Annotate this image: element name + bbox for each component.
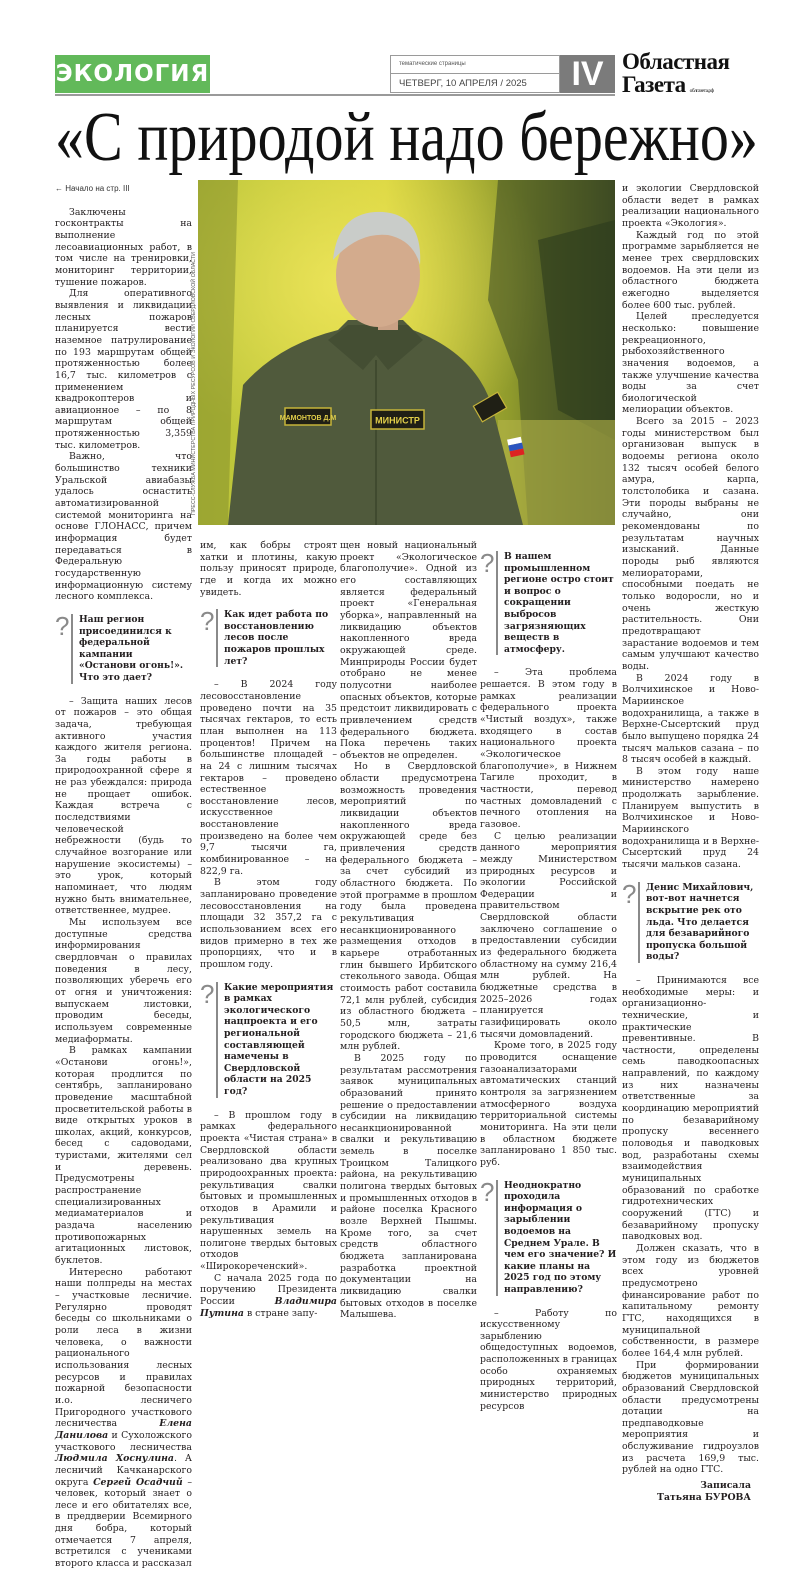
article-paragraph [200,679,337,877]
paragraph-text: и Сухоложского участкового лесничества [55,1429,192,1453]
person-name: Елена Данилова [55,1418,192,1441]
question-mark-icon: ? [622,878,637,909]
article-paragraph [55,1267,192,1570]
paragraph-text: Целей преследуется несколько: повышение рекреационного, рыбохозяйственного значения водоемов, а также улучшение качества воды за счет биологической мелиорации объектов. [622,311,759,416]
issue-date: ЧЕТВЕРГ, 10 АПРЕЛЯ / 2025 [399,78,527,89]
paragraph-text: Всего за 2015 – 2023 годы министерством был организован выпуск в водоемы региона около 132 тысяч особей белого амура, карпа, толстолобика и сазана. Эти породы выбраны не случайно, они рекомендованы по результатам научных изысканий. Данные породы рыб являются мелиораторами, способными поедать не только водоросли, но и очень жесткую растительность. Они предотвращают зарастание водоемов и тем самым улучшают качество воды. [622,416,759,672]
interview-question [480,548,617,655]
paragraph-text: В 2025 году по результатам рассмотрения заявок муниципальных образований принято решение о предоставлении субсидии на ликвидацию несанкционированной свалки и рекультивацию земель в поселке Троицком Талицкого района, на рекультивацию полигона твердых бытовых и промышленных отходов в районе поселка Красного возле Верхней Пышмы. Кроме того, за счет средств областного бюджета запланирована разработка проектной документации на ликвидацию свалки бытовых отходов в поселке Малышева. [340,1052,477,1321]
paragraph-text: – В прошлом году в рамках федерального проекта «Чистая страна» в Свердловской области реализовано два крупных природоохранных проекта: рекультивация свалки бытовых и промышленных отходов в Арамили и рекультивация нарушенных земель на полигоне твердых бытовых отходов «Широкореченский». [200,1109,337,1273]
article-paragraph [622,416,759,672]
signature-line: Татьяна БУРОВА [657,1491,751,1503]
article-paragraph [55,207,192,289]
question-mark-icon: ? [200,978,215,1009]
paragraph-text: Заключены госконтракты на выполнение лесоавиационных работ, в том числе на тренировки, мониторинг территории, тушение пожаров. [55,206,192,288]
article-paragraph [480,1040,617,1168]
article-column-2 [200,540,337,1319]
article-paragraph [200,540,337,598]
paragraph-text: – Эта проблема решается. В этом году в рамках реализации федерального проекта «Чистый воздух», также входящего в состав национального проекта «Экологическое благополучие», в Нижнем Тагиле проходит, в частности, перевод частных домовладений с печного отопления на газовое. [480,667,617,830]
paragraph-text: Важно, что большинство техники Уральской авиабазы удалось оснастить автоматизированной системой мониторинга на основе ГЛОНАСС, причем информация будет передаваться в Федеральную государственную информационную систему лесного комплекса. [55,451,192,603]
article-column-5 [622,183,759,1503]
question-text: Неоднократно проходила информация о зарыблении водоемов на Среднем Урале. В чем его значение? И какие планы на 2025 год по этому направлению? [496,1180,617,1296]
paragraph-text: В 2024 году в Волчихинское и Ново-Мариинское водохранилища, а также в Верхне-Сысертский пруд было выпущено порядка 24 тысяч мальков сазана – по 8 тысяч особей в каждый. [622,672,759,766]
article-paragraph [480,667,617,830]
paragraph-text: В этом году запланировано проведение лесовосстановления на площади 32 357,2 га с использованием всех его видов примерно в тех же пропорциях, что и в прошлом году. [200,877,337,970]
paragraph-text: – В 2024 году лесовосстановление проведено почти на 35 тысячах гектаров, то есть план выполнен на 113 процентов! Причем на большинстве площадей – на 24 с лишним тысячах гектаров – проведено естественное восстановление лесов, искусственное восстановление произведено на более чем 9,7 тысячи га, комбинированное – на 822,9 га. [200,679,337,877]
paragraph-text: и экологии Свердловской области ведет в рамках реализации национального проекта «Экология». [622,183,759,229]
article-paragraph [622,183,759,230]
paragraph-text: им, как бобры строят хатки и плотины, какую пользу приносят природе, где и когда их можно увидеть. [200,540,337,598]
interview-question [200,606,337,667]
paragraph-text: Интересно работают наши полпреды на местах – участковые лесничие. Регулярно проводят беседы со школьниками о роли леса в жизни человека, о важности рационального использования лесных ресурсов и правилах пожарной безопасности и.о. лесничего Пригородного участкового лесничества [55,1266,192,1430]
header-divider [55,94,615,96]
paragraph-text: Каждый год по этой программе зарыбляется не менее трех свердловских водоемов. На эти цели из областного бюджета ежегодно выделяется более 600 тыс. рублей. [622,229,759,311]
person-name: Сергей Осадчий [93,1476,183,1488]
issue-info-box [390,55,560,93]
paragraph-text: . А лесничий Качканарского округа [55,1453,192,1488]
logo-line-2: Газета [622,72,686,97]
logo-site: облгазета.рф [689,88,714,94]
article-headline [55,99,758,176]
article-paragraph [340,761,477,1052]
continued-from-link[interactable]: ← Начало на стр. III [55,184,130,193]
question-mark-icon: ? [480,548,495,578]
paragraph-text: – человек, который знает о лесе и его обитателях все, в преддверии Всемирного дня бобра, который отмечается 7 апреля, встретился с учениками второго класса и рассказал [55,1476,192,1570]
article-paragraph [622,230,759,312]
paragraph-text: – Принимаются все необходимые меры: и организационно-технические, и практические превентивные. В частности, определены семь паводкоопасных направлений, по каждому из них назначены ответственные за координацию мероприятий по безаварийному пропуску весеннего половодья и паводковых вод, разработаны схемы взаимодействия муниципальных образований по сработке гидротехнических сооружений (ГТС) и безаварийному пропуску паводковых вод. [622,974,759,1243]
question-mark-icon: ? [55,610,70,641]
photo-badge-name: МАМОНТОВ Д.М [279,415,337,422]
question-mark-icon: ? [480,1176,495,1207]
question-text: Наш регион присоединился к федеральной кампании «Останови огонь!». Что это дает? [71,614,192,684]
article-paragraph [622,311,759,416]
article-paragraph [55,1045,192,1266]
article-paragraph [200,1273,337,1320]
paragraph-text: Для оперативного выявления и ликвидации лесных пожаров планируется вести наземное патрулирование по 193 маршрутам общей протяженностью более 16,7 тыс. километров с применением квадрокоптеров и авиационное – по 8 маршрутам общей протяженностью 3,359 тыс. километров. [55,288,192,451]
article-column-4 [480,540,617,1412]
paragraph-text: щен новый национальный проект «Экологическое благополучие». Одной из его составляющих является федеральный проект «Генеральная уборка», направленный на ликвидацию объектов накопленного вреда окружающей среде. Минприроды России будет отобрано не менее полусотни наиболее опасных объектов, которые предстоит ликвидировать с привлечением средств федерального бюджета. Пока перечень таких объектов не определен. [340,540,477,761]
article-paragraph [622,1243,759,1360]
article-paragraph [622,766,759,871]
article-paragraph [200,877,337,970]
interview-question [480,1176,617,1296]
paragraph-text: В этом году наше министерство намерено продолжать зарыбление. Планируем выпустить в Волчихинское и Ново-Мариинского водохранилища и в Верхне-Сысертский пруд 24 тысячи мальков сазана. [622,765,759,871]
interview-question [622,878,759,963]
article-paragraph [55,917,192,1045]
interview-question [200,978,337,1098]
minister-photo [198,180,615,525]
paragraph-text: В рамках кампании «Останови огонь!», которая продлится по сентябрь, запланировано проведение масштабной просветительской работы в виде открытых уроков в школах, акций, конкурсов, бесед с садоводами, туристами, жителями сел и деревень. Предусмотрены распространение специализированных медиаматериалов и раздача населению противопожарных агитационных листовок, буклетов. [55,1045,192,1267]
article-column-1 [55,183,192,1570]
article-paragraph [622,975,759,1243]
person-name: Людмила Хоснулина [55,1453,174,1465]
article-paragraph [200,1110,337,1273]
article-paragraph [55,288,192,451]
paragraph-text: Должен сказать, что в этом году из бюджетов всех уровней предусмотрено финансирование работ по капитальному ремонту ГТС, находящихся в муниципальной собственности, в размере более 164,4 млн рублей. [622,1242,759,1359]
article-paragraph [480,1308,617,1413]
photo-credit: ПРЕСС-СЛУЖБА МИНИСТЕРСТВА ПРИРОДНЫХ РЕСУРСОВ И ЭКОЛОГИИ СВЕРДЛОВСКОЙ ОБЛАСТИ [191,251,197,515]
article-paragraph [55,451,192,603]
question-text: Как идет работа по восстановлению лесов после пожаров прошлых лет? [216,609,337,667]
logo-line-1: Областная [622,49,730,74]
article-paragraph [622,1360,759,1477]
question-text: Какие мероприятия в рамках экологического нацпроекта и его региональной составляющей намечены в Свердловской области на 2025 год? [216,982,337,1098]
article-paragraph [480,831,617,1041]
person-name: Владимира Путина [200,1296,337,1319]
article-paragraph [55,696,192,917]
paragraph-text: Кроме того, в 2025 году проводится оснащение газоанализаторами автоматических станций контроля за загрязнением атмосферного воздуха территориальной системы мониторинга. На эти цели в областном бюджете запланировано 1 850 тыс. руб. [480,1040,617,1168]
author-signature [622,1480,759,1503]
article-paragraph [622,673,759,766]
paragraph-text: Но в Свердловской области предусмотрена возможность проведения мероприятий по ликвидации объектов накопленного вреда окружающей среде без привлечения средств федерального бюджета – за счет субсидий из областного бюджета. По этой программе в прошлом году была проведена рекультивация несанкционированного размещения отходов в карьере отработанных глин бывшего Ирбитского стекольного завода. Общая стоимость работ составила 72,1 млн рублей, субсидия из областного бюджета – 50,5 млн, затраты городского бюджета – 21,6 млн рублей. [340,761,477,1053]
article-paragraph [340,1053,477,1321]
section-rubric: ЭКОЛОГИЯ [55,55,210,93]
section-label: тематические страницы [391,56,559,74]
photo-badge-title: МИНИСТР [375,415,420,426]
question-mark-icon: ? [200,606,215,637]
question-text: Денис Михайлович, вот-вот начнется вскрытие рек ото льда. Что делается для безаварийного пропуска большой воды? [638,882,759,963]
page-number: IV [560,55,615,93]
question-text: В нашем промышленном регионе остро стоит и вопрос о сокращении выбросов загрязняющих веществ в атмосферу. [496,551,617,655]
paragraph-text: в стране запу- [243,1307,318,1319]
paragraph-text: С начала 2025 года по поручению Президента России [200,1272,337,1308]
paragraph-text: При формировании бюджетов муниципальных образований Свердловской области предусмотрены дотации на предпаводковые мероприятия и обслуживание гидроузлов из расчета 169,9 тыс. рублей на одно ГТС. [622,1359,759,1476]
article-column-3 [340,540,477,1321]
article-paragraph [340,540,477,761]
paragraph-text: С целью реализации данного мероприятия между Министерством природных ресурсов и экологии Российской Федерации и правительством Свердловской области заключено соглашение о предоставлении субсидии из федерального бюджета областному на сумму 216,4 млн рублей. На бюджетные средства в 2025–2026 годах планируется газифицировать около тысячи домовладений. [480,830,617,1040]
paragraph-text: – Работу по искусственному зарыблению общедоступных водоемов, расположенных в границах особо охраняемых природных территорий, министерство природных ресурсов [480,1307,617,1412]
interview-question [55,610,192,684]
newspaper-logo [622,50,767,102]
paragraph-text: Мы используем все доступные средства информирования свердловчан о правилах поведения в лесу, позволяющих уберечь его от огня и уничтожения: выпускаем листовки, проводим беседы, используем современные медиаформаты. [55,917,192,1045]
headline-text: «С природой надо бережно» [55,99,758,176]
signature-line: Записала [700,1480,751,1492]
paragraph-text: – Защита наших лесов от пожаров – это общая задача, требующая активного участия каждого жителя региона. За годы работы в природоохранной сфере я не раз убеждался: природа не прощает ошибок. Каждая встреча с последствиями человеческой небрежности (будь то случайное возгорание или нарушение экосистемы) – это урок, который напоминает, что людям нужно быть внимательнее, ответственнее, мудрее. [55,695,192,917]
